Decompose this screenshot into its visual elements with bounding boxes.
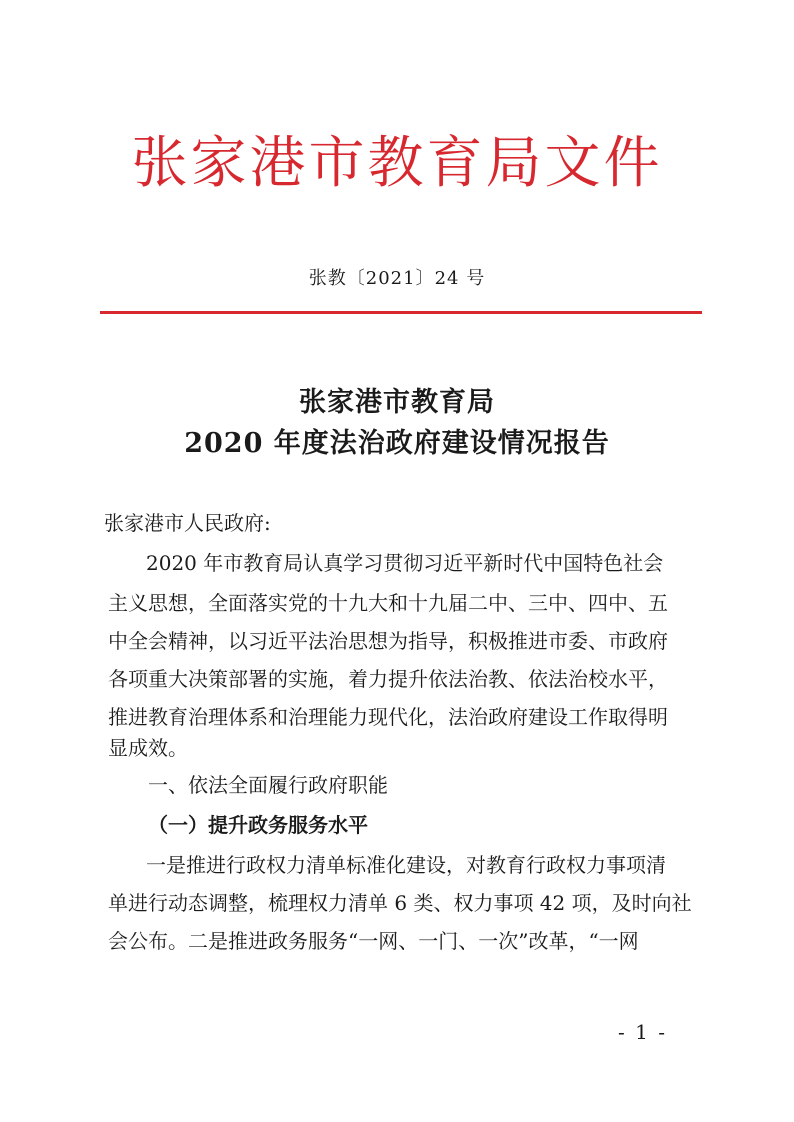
subsection-heading: （一）提升政务服务水平 xyxy=(148,813,368,837)
intro-line: 主义思想，全面落实党的十九大和十九届二中、三中、四中、五 xyxy=(108,591,668,615)
salutation: 张家港市人民政府: xyxy=(104,511,271,535)
report-title-line-1: 张家港市教育局 xyxy=(299,387,495,418)
intro-line: 显成效。 xyxy=(108,736,188,760)
intro-line: 2020 年市教育局认真学习贯彻习近平新时代中国特色社会 xyxy=(146,551,664,575)
red-separator-line xyxy=(100,311,702,314)
document-number: 张教〔2021〕24 号 xyxy=(308,268,486,289)
intro-line: 推进教育治理体系和治理能力现代化，法治政府建设工作取得明 xyxy=(108,705,668,729)
section-heading: 一、依法全面履行政府职能 xyxy=(148,773,388,797)
section-body-line: 会公布。二是推进政务服务“一网、一门、一次”改革，“一网 xyxy=(108,929,639,953)
page-number: - 1 - xyxy=(618,1020,667,1044)
issuer-title: 张家港市教育局文件 xyxy=(131,131,663,196)
section-body-line: 单进行动态调整，梳理权力清单 6 类、权力事项 42 项，及时向社 xyxy=(108,891,692,915)
intro-line: 中全会精神，以习近平法治思想为指导，积极推进市委、市政府 xyxy=(108,629,668,653)
section-body-line: 一是推进行政权力清单标准化建设，对教育行政权力事项清 xyxy=(146,853,666,877)
report-title-line-2: 2020 年度法治政府建设情况报告 xyxy=(184,428,610,459)
intro-line: 各项重大决策部署的实施，着力提升依法治教、依法治校水平， xyxy=(108,667,668,691)
